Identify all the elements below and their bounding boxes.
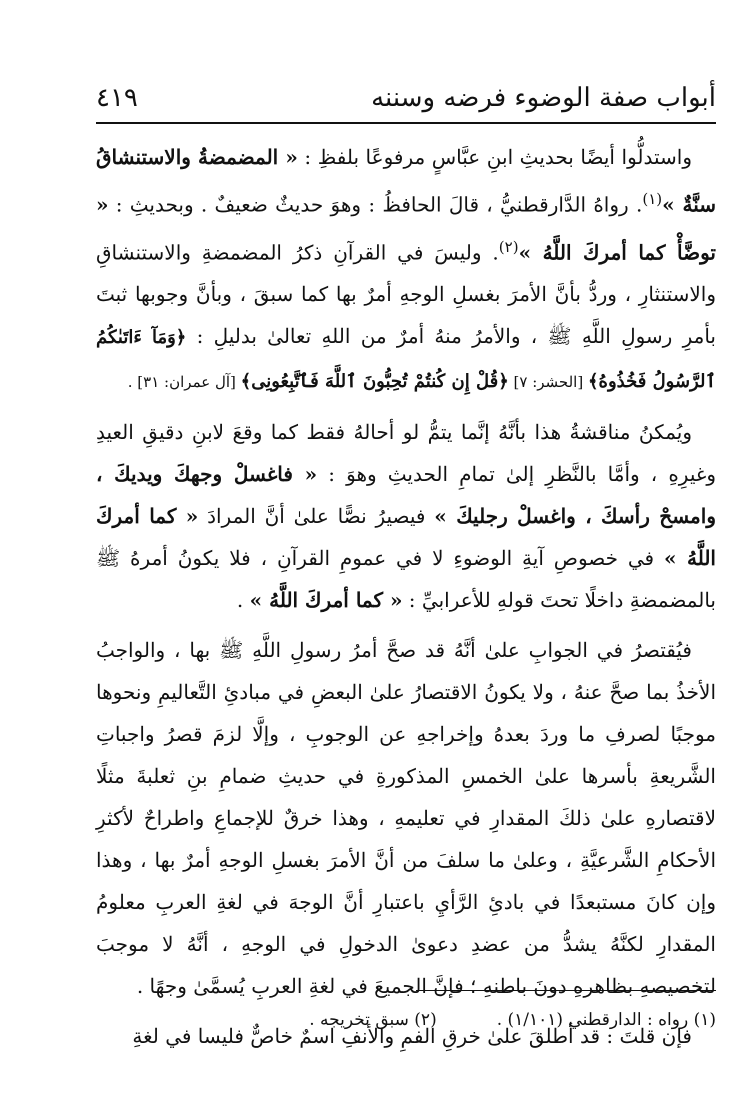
- header-rule: [96, 122, 716, 124]
- hadith-quote: « فاغسلْ وجهكَ ويديكَ ، وامسحْ رأسكَ ، واغسلْ رجليكَ »: [96, 462, 716, 529]
- paragraph-1: [96, 136, 716, 403]
- paragraph-4: فإن قلتَ : قد أطلقَ علىٰ خرقِ الفمِ والأنفِ اسمٌ خاصٌّ فليسا في لغةِ: [132, 1024, 692, 1049]
- text-run: .: [236, 588, 250, 613]
- verse-citation: [الحشر: ٧]: [508, 373, 588, 392]
- quran-verse: ﴿قُلْ إِن كُنتُمْ تُحِبُّونَ ٱللَّهَ فَٱتَّبِعُونِى﴾: [240, 371, 509, 393]
- paragraph-2: [96, 411, 716, 621]
- main-text: [96, 136, 716, 1065]
- quran-verse: ﴿وَمَآ ءَاتَىٰكُمُ ٱلرَّسُولُ فَخُذُوهُ﴾: [96, 327, 716, 393]
- footnote-rule: [416, 990, 716, 991]
- text-run: في خصوصِ آيةِ الوضوءِ لا في عمومِ القرآنِ ، فلا يكونُ أمرهُ ﷺ بالمضمضةِ داخلًا تحتَ قولهِ للأعرابيِّ :: [96, 546, 716, 613]
- chapter-title: أبواب صفة الوضوء فرضه وسننه: [371, 83, 716, 113]
- footnote-1: (١) رواه : الدارقطني (١/١٠١) .: [496, 1010, 716, 1030]
- text-run: . وليسَ في القرآنِ ذكرُ المضمضةِ والاستنشاقِ والاستنثارِ ، وردُّ بأنَّ الأمرَ بغسلِ الوجهِ أمرٌ بها كما سبقَ ، وبأنَّ وجوبها ثبتَ بأمرِ رسولِ اللَّهِ ﷺ ، والأمرُ منهُ أمرٌ من اللهِ تعالىٰ بدليلِ :: [96, 240, 716, 349]
- paragraph-3: فيُقتصرُ في الجوابِ علىٰ أنَّهُ قد صحَّ أمرُ رسولِ اللَّهِ ﷺ بها ، والواجبُ الأخذُ بما صحَّ عنهُ ، ولا يكونُ الاقتصارُ علىٰ البعضِ في مبادئِ التَّعاليمِ ونحوها موجبًا لصرفِ ما وردَ بعدهُ وإخراجهِ عن الوجوبِ ، وإلَّا لزمَ قصرُ واجباتِ الشَّريعةِ بأسرها علىٰ الخمسِ المذكورةِ في حديثِ ضمامِ بنِ ثعلبةَ مثلًا لاقتصارهِ علىٰ ذلكَ المقدارِ في تعليمهِ ، وهذا خرقٌ للإجماعِ واطراحٌ لأكثرِ الأحكامِ الشَّرعيَّةِ ، وعلىٰ ما سلفَ من أنَّ الأمرَ بغسلِ الوجهِ أمرٌ بها ، وهذا وإن كانَ مستبعدًا في بادئِ الرَّأيِ باعتبارِ أنَّ الوجهَ في لغةِ العربِ معلومُ المقدارِ لكنَّهُ يشدُّ من عضدِ دعوىٰ الدخولِ في الوجهِ ، أنَّهُ لا موجبَ لتخصيصهِ بظاهرهِ دونَ باطنهِ ؛ فإنَّ الجميعَ في لغةِ العربِ يُسمَّىٰ وجهًا .: [96, 638, 717, 999]
- footnotes: [96, 1006, 716, 1034]
- footnote-ref: (٢): [498, 237, 519, 256]
- running-header: [96, 78, 716, 118]
- hadith-quote: « توضَّأْ كما أمركَ اللَّهُ »: [96, 192, 716, 265]
- text-run: فيصيرُ نصًّا علىٰ أنَّ المرادَ: [198, 504, 435, 529]
- page-number: ٤١٩: [96, 83, 138, 113]
- footnote-2: (٢) سبق تخريجه .: [309, 1010, 437, 1030]
- hadith-quote: « كما أمركَ اللَّهُ »: [249, 588, 403, 613]
- text-run: واستدلُّوا أيضًا بحديثِ ابنِ عبَّاسٍ مرفوعًا بلفظِ :: [297, 145, 692, 169]
- text-run: ويُمكنُ مناقشةُ هذا بأنَّهُ إنَّما يتمُّ لو أحالهُ فقط كما وقعَ لابنِ دقيقِ العيدِ وغيرِهِ ، وأمَّا بالنَّظرِ إلىٰ تمامِ الحديثِ وهوَ :: [96, 420, 716, 487]
- hadith-quote: « المضمضةُ والاستنشاقُ سنَّةٌ »: [96, 145, 717, 217]
- hadith-quote: « كما أمركَ اللَّهُ »: [96, 504, 716, 571]
- text-run: . رواهُ الدَّارقطنيُّ ، قالَ الحافظُ : وهوَ حديثٌ ضعيفٌ . وبحديثِ :: [108, 192, 643, 217]
- verse-citation: [آل عمران: ٣١] .: [127, 373, 241, 392]
- footnote-ref: (١): [642, 190, 663, 208]
